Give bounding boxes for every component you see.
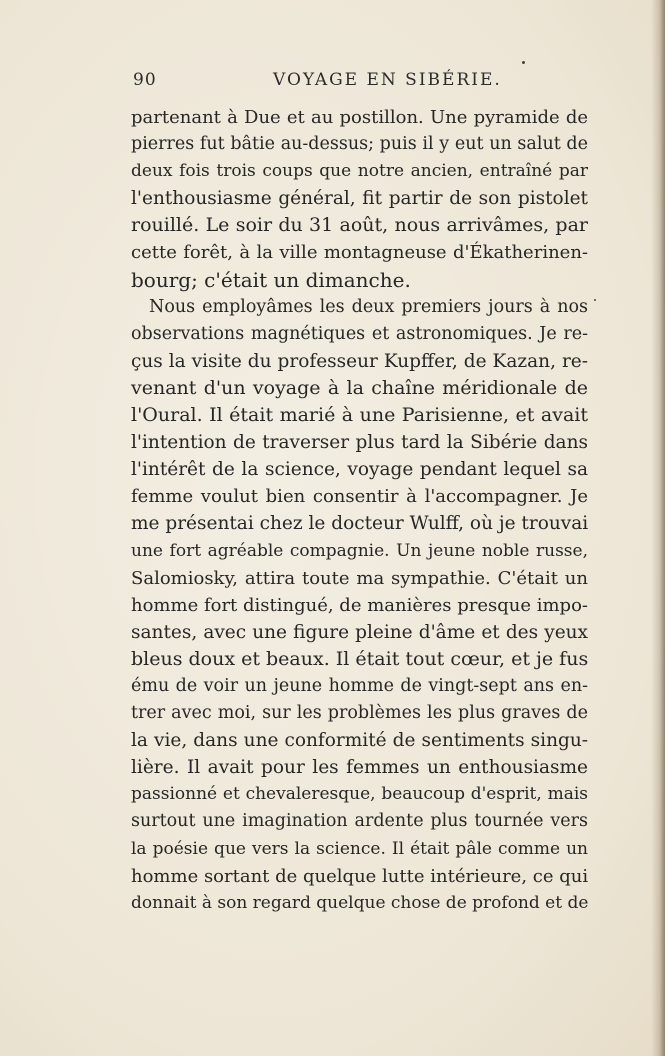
text-line: une fort agréable compagnie. Un jeune noble russe,	[131, 540, 588, 561]
text-line: l'intention de traverser plus tard la Sibérie dans	[131, 432, 588, 454]
text-line: homme fort distingué, de manières presque impo-	[131, 594, 588, 616]
text-line: la vie, dans une conformité de sentiments singu-	[131, 730, 588, 752]
text-line: surtout une imagination ardente plus tournée vers	[131, 811, 588, 832]
text-line: trer avec moi, sur les problèmes les plus graves de	[131, 703, 588, 724]
running-title: VOYAGE EN SIBÉRIE.	[273, 70, 502, 90]
text-line: l'Oural. Il était marié à une Parisienne, et avait	[131, 404, 588, 427]
text-line: rouillé. Le soir du 31 août, nous arrivâmes, par	[131, 214, 588, 237]
text-line: bleus doux et beaux. Il était tout cœur, et je fus	[131, 647, 588, 670]
text-line: pierres fut bâtie au-dessus; puis il y eut un salut de	[131, 134, 588, 155]
text-line: çus la visite du professeur Kupffer, de Kazan, re-	[131, 350, 588, 372]
paragraph-start-line: Nous employâmes les deux premiers jours à nos	[149, 296, 588, 317]
text-line: lière. Il avait pour les femmes un enthousiasme	[131, 757, 588, 779]
text-line: donnait à son regard quelque chose de profond et de	[131, 892, 588, 913]
text-line: passionné et chevaleresque, beaucoup d'esprit, mais	[131, 784, 588, 805]
text-line: venant d'un voyage à la chaîne méridionale de	[131, 376, 588, 399]
text-line: partenant à Due et au postillon. Une pyramide de	[131, 107, 588, 128]
text-line: la poésie que vers la science. Il était pâle comme un	[131, 838, 588, 859]
text-line: homme sortant de quelque lutte intérieure, ce qui	[131, 865, 588, 887]
body-text	[131, 104, 588, 917]
text-line: Salomiosky, attira toute ma sympathie. C'était un	[131, 567, 588, 589]
text-line: bourg; c'était un dimanche.	[131, 267, 411, 292]
text-line: femme voulut bien consentir à l'accompagner. Je	[131, 486, 588, 508]
text-line: l'intérêt de la science, voyage pendant lequel sa	[131, 459, 588, 481]
text-line: ému de voir un jeune homme de vingt-sept ans en-	[131, 675, 588, 696]
ink-speck	[594, 299, 596, 301]
ink-speck	[522, 61, 525, 64]
text-line: me présentai chez le docteur Wulff, où je trouvai	[131, 513, 588, 535]
page-header	[133, 70, 588, 94]
page-number: 90	[133, 70, 157, 90]
text-line: santes, avec une figure pleine d'âme et des yeux	[131, 621, 588, 643]
text-line: deux fois trois coups que notre ancien, entraîné par	[131, 161, 588, 182]
page-edge-shadow	[651, 0, 665, 1056]
text-line: observations magnétiques et astronomiques. Je re-	[131, 323, 588, 344]
text-line: cette forêt, à la ville montagneuse d'Ékatherinen-	[131, 242, 588, 264]
text-line: l'enthousiasme général, fit partir de son pistolet	[131, 188, 588, 210]
